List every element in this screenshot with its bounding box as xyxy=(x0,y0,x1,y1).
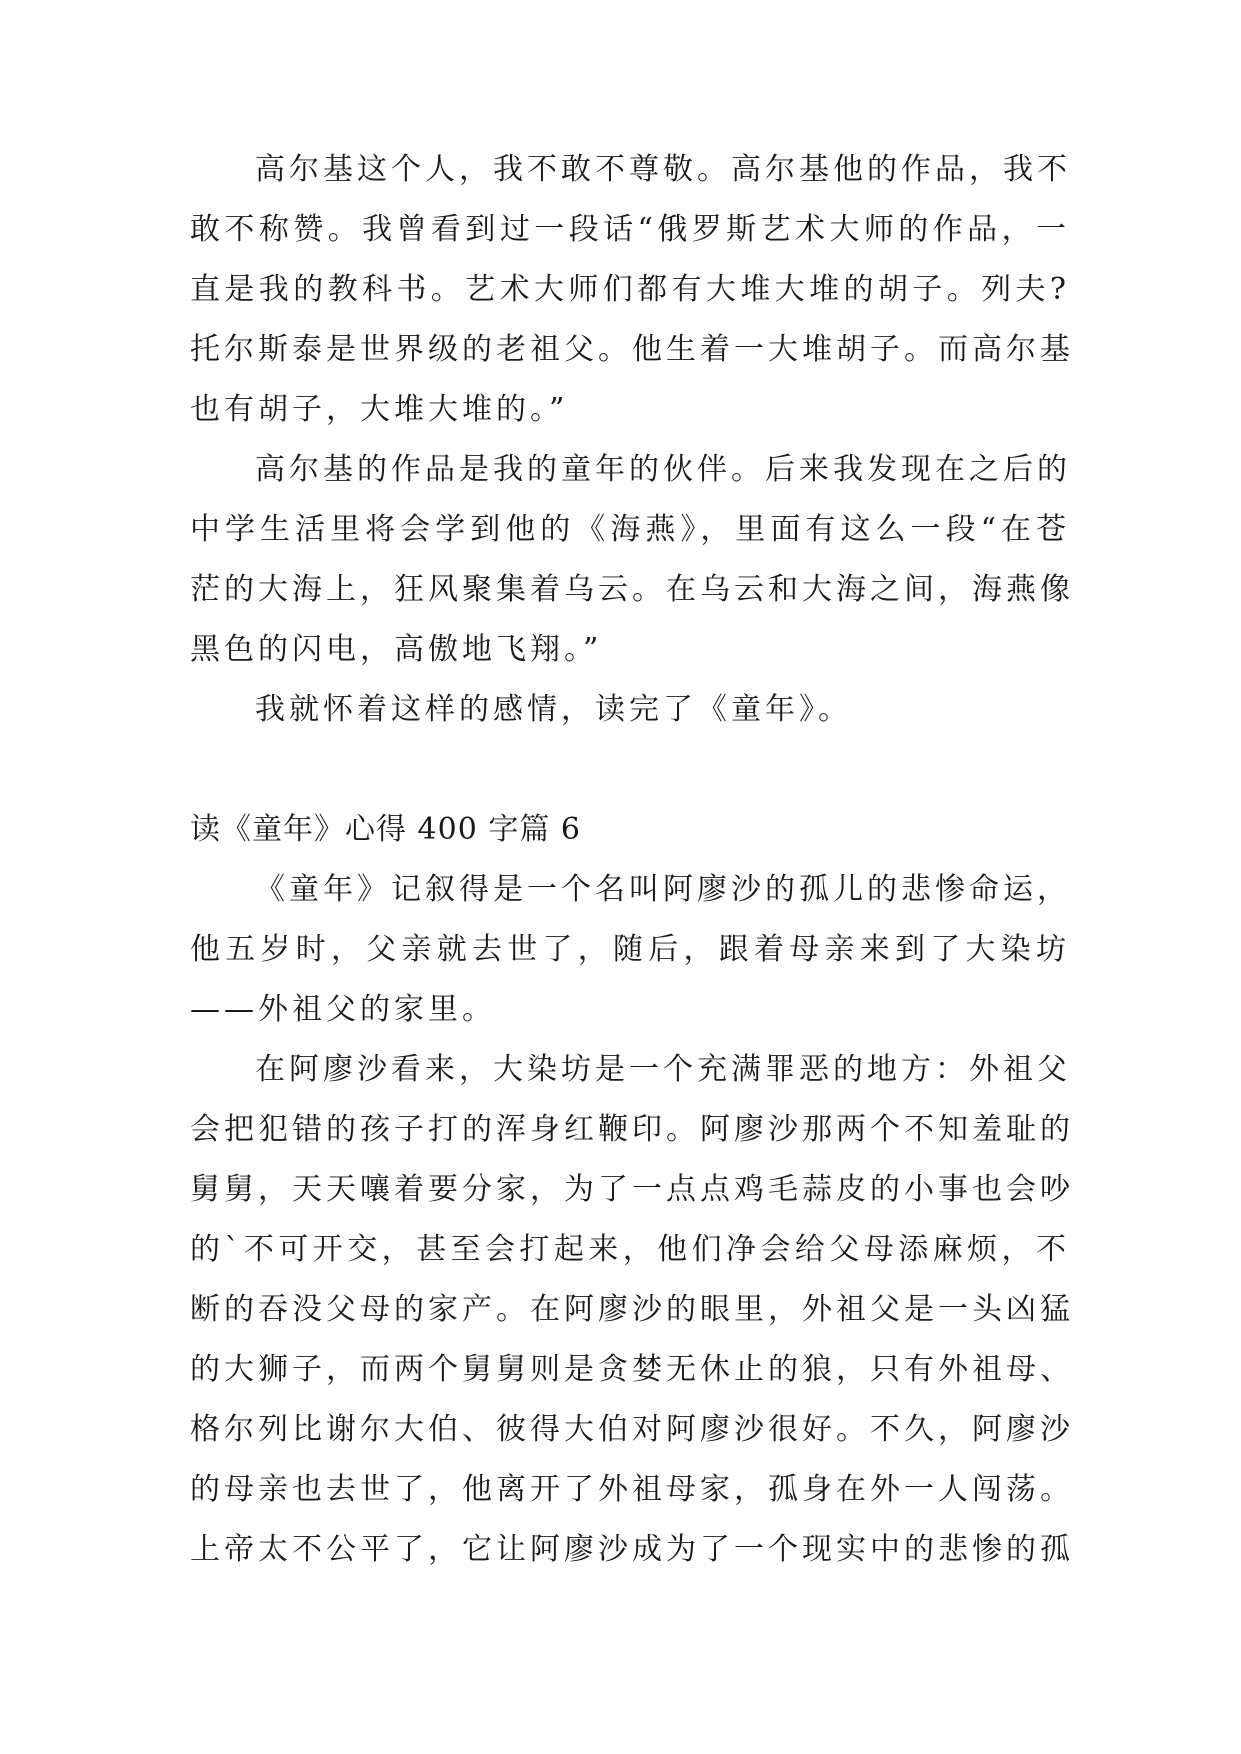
paragraph-line: 上帝太不公平了，它让阿廖沙成为了一个现实中的悲惨的孤 xyxy=(190,1532,1074,1567)
paragraph-line: 在阿廖沙看来，大染坊是一个充满罪恶的地方：外祖父 xyxy=(255,1052,1071,1087)
paragraph-line: 断的吞没父母的家产。在阿廖沙的眼里，外祖父是一头凶猛 xyxy=(190,1292,1074,1327)
paragraph-line: 中学生活里将会学到他的《海燕》，里面有这么一段“在苍 xyxy=(190,512,1070,547)
section-heading: 读《童年》心得 400 字篇 6 xyxy=(190,812,581,847)
paragraph-line: 舅舅，天天嚷着要分家，为了一点点鸡毛蒜皮的小事也会吵 xyxy=(190,1172,1074,1207)
paragraph-line: 我就怀着这样的感情，读完了《童年》。 xyxy=(255,692,852,727)
paragraph-line: 的大狮子，而两个舅舅则是贪婪无休止的狼，只有外祖母、 xyxy=(190,1352,1074,1387)
paragraph-line: 黑色的闪电，高傲地飞翔。” xyxy=(190,632,603,667)
paragraph-line: 高尔基这个人，我不敢不尊敬。高尔基他的作品，我不 xyxy=(255,152,1071,187)
paragraph-line: 直是我的教科书。艺术大师们都有大堆大堆的胡子。列夫? xyxy=(190,272,1070,307)
paragraph-line: 托尔斯泰是世界级的老祖父。他生着一大堆胡子。而高尔基 xyxy=(190,332,1074,367)
paragraph-line: 高尔基的作品是我的童年的伙伴。后来我发现在之后的 xyxy=(255,452,1071,487)
paragraph-line: ——外祖父的家里。 xyxy=(190,992,496,1027)
paragraph-line: 敢不称赞。我曾看到过一段话“俄罗斯艺术大师的作品，一 xyxy=(190,212,1070,247)
paragraph-line: 的母亲也去世了，他离开了外祖母家，孤身在外一人闯荡。 xyxy=(190,1472,1074,1507)
paragraph-line: 他五岁时，父亲就去世了，随后，跟着母亲来到了大染坊 xyxy=(190,932,1070,967)
paragraph-line: 格尔列比谢尔大伯、彼得大伯对阿廖沙很好。不久，阿廖沙 xyxy=(190,1412,1074,1447)
paragraph-line: 会把犯错的孩子打的浑身红鞭印。阿廖沙那两个不知羞耻的 xyxy=(190,1112,1074,1147)
paragraph-line: 的`不可开交，甚至会打起来，他们净会给父母添麻烦，不 xyxy=(190,1232,1070,1267)
paragraph-line: 茫的大海上，狂风聚集着乌云。在乌云和大海之间，海燕像 xyxy=(190,572,1074,607)
paragraph-line: 也有胡子，大堆大堆的。” xyxy=(190,392,569,427)
paragraph-line: 《童年》记叙得是一个名叫阿廖沙的孤儿的悲惨命运， xyxy=(255,872,1071,907)
